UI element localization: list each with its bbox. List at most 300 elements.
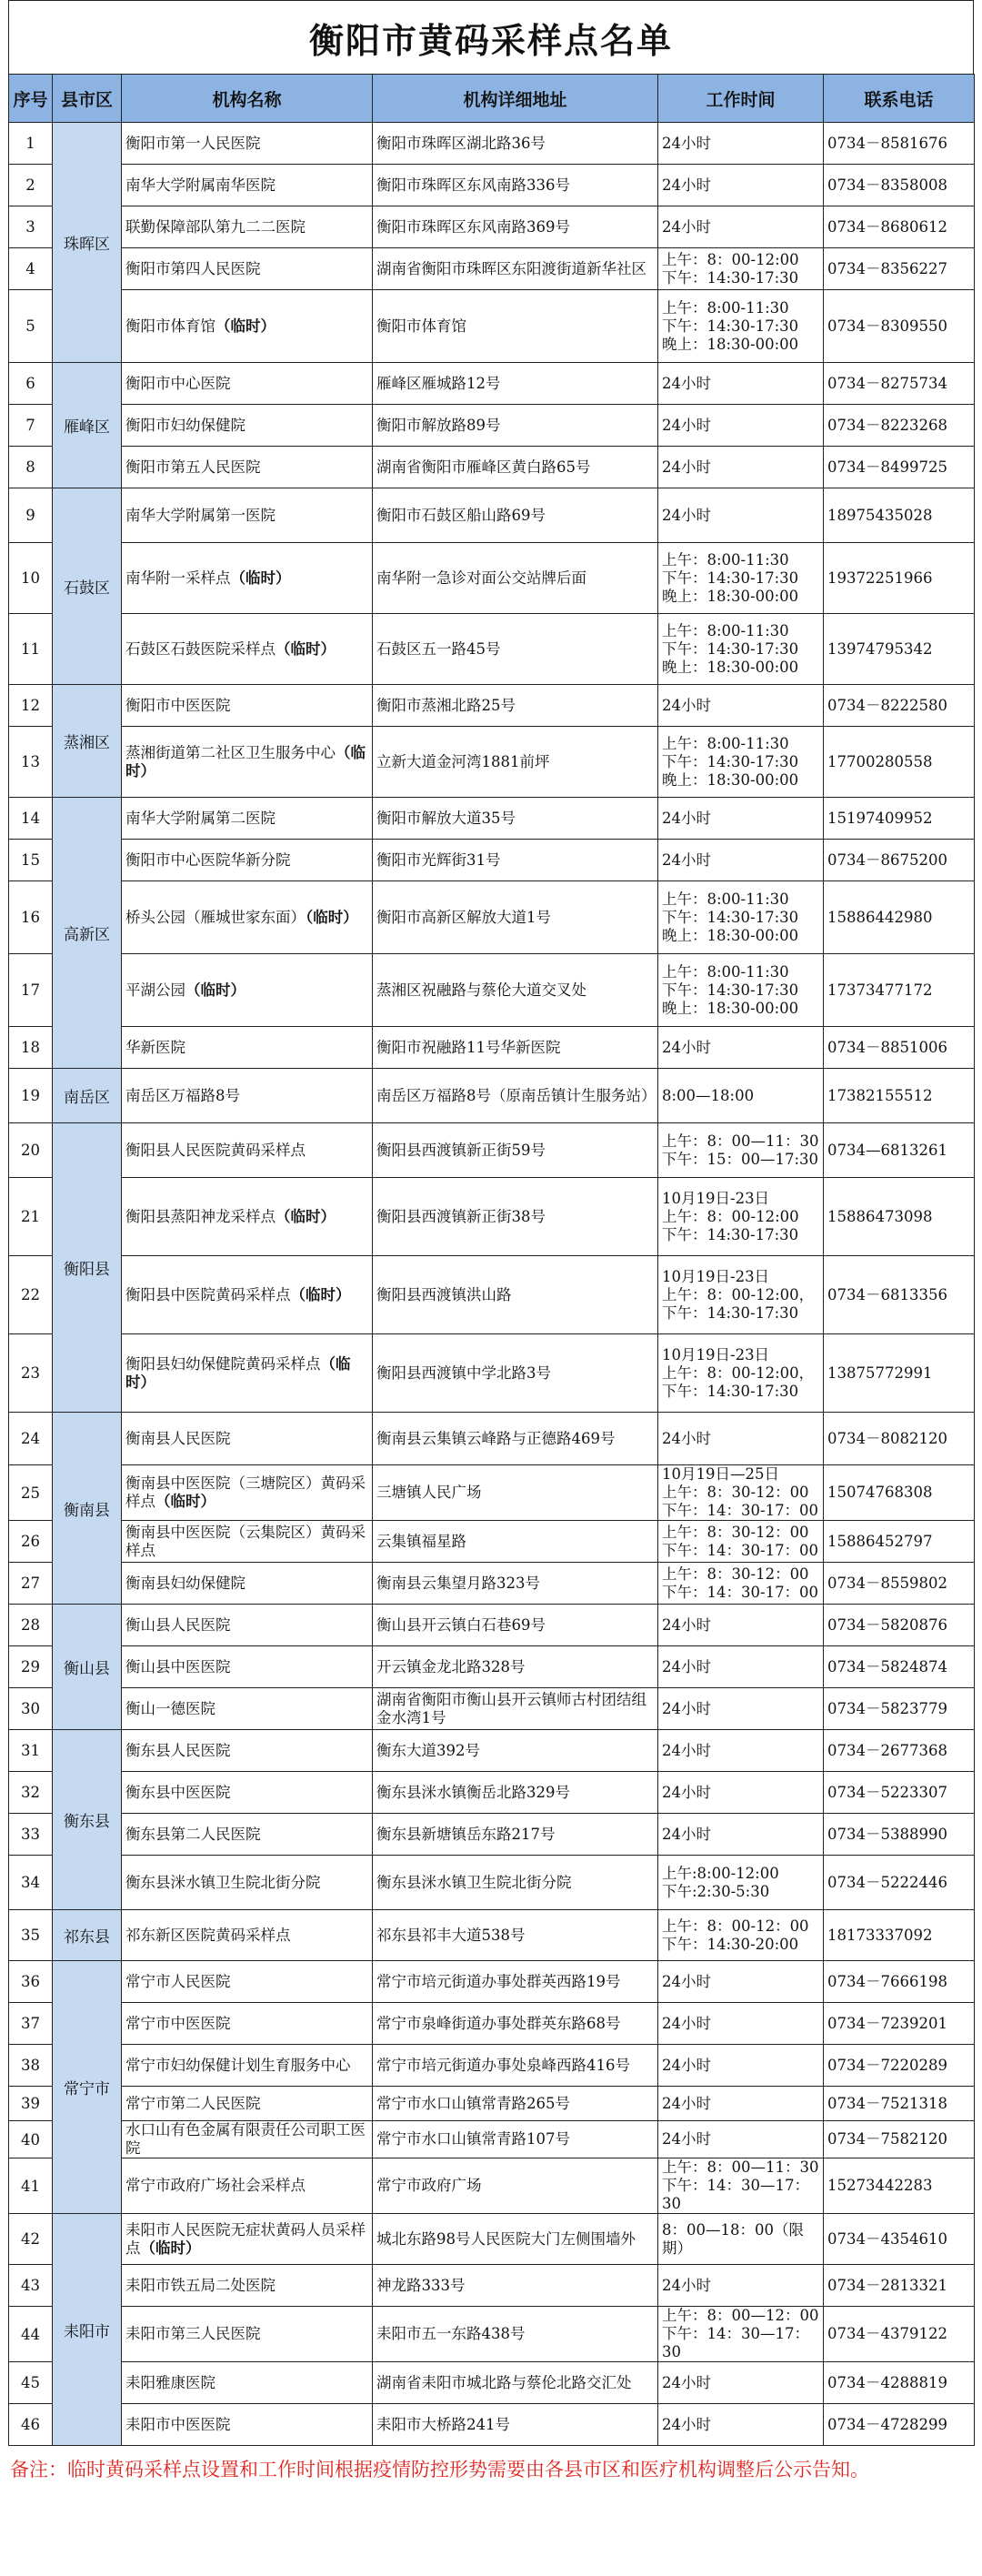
site-name-cell	[122, 1605, 373, 1646]
site-name: 南华大学附属第二医院	[125, 809, 276, 827]
county-cell: 衡南县	[53, 1413, 122, 1605]
table-row	[9, 1413, 975, 1465]
working-hours: 24小时	[658, 2121, 824, 2158]
row-number: 31	[9, 1730, 53, 1772]
county-cell: 蒸湘区	[53, 685, 122, 798]
working-hours: 上午：8：00—11：30 下午：15：00—17:30	[658, 1123, 824, 1178]
site-name: 衡阳市体育馆	[125, 317, 215, 335]
site-name: 衡南县中医医院（云集院区）黄码采样点	[125, 1523, 366, 1559]
site-name-cell	[122, 727, 373, 798]
site-address: 三塘镇人民广场	[373, 1465, 658, 1521]
site-name-cell	[122, 1123, 373, 1178]
site-address: 衡阳市珠晖区东风南路369号	[373, 206, 658, 248]
working-hours: 上午：8:00-11:30 下午：14:30-17:30 晚上：18:30-00:00	[658, 954, 824, 1027]
row-number: 25	[9, 1465, 53, 1521]
contact-phone: 0734－4354610	[824, 2214, 975, 2265]
working-hours: 10月19日-23日 上午：8：00-12:00 下午：14:30-17:30	[658, 1178, 824, 1256]
site-address: 开云镇金龙北路328号	[373, 1646, 658, 1688]
row-number: 33	[9, 1814, 53, 1856]
contact-phone: 0734－5222446	[824, 1856, 975, 1910]
site-name-cell	[122, 363, 373, 405]
working-hours: 24小时	[658, 363, 824, 405]
working-hours: 上午：8：00—11：30 下午：14：30—17：30	[658, 2158, 824, 2214]
site-address: 衡阳县西渡镇中学北路3号	[373, 1334, 658, 1413]
working-hours: 24小时	[658, 1413, 824, 1465]
contact-phone: 17382155512	[824, 1069, 975, 1123]
site-name-cell	[122, 1730, 373, 1772]
site-name-cell	[122, 2307, 373, 2362]
site-name-cell	[122, 2003, 373, 2045]
table-row	[9, 1563, 975, 1605]
site-address: 衡东县新塘镇岳东路217号	[373, 1814, 658, 1856]
contact-phone: 0734－5824874	[824, 1646, 975, 1688]
contact-phone: 17373477172	[824, 954, 975, 1027]
document-title: 衡阳市黄码采样点名单	[8, 0, 974, 74]
site-address: 雁峰区雁城路12号	[373, 363, 658, 405]
site-name-cell	[122, 1069, 373, 1123]
site-name: 衡阳市第五人民医院	[125, 458, 261, 476]
header-county: 县市区	[53, 75, 122, 123]
row-number: 13	[9, 727, 53, 798]
contact-phone: 19372251966	[824, 543, 975, 614]
site-name-cell	[122, 1465, 373, 1521]
site-name: 南华大学附属南华医院	[125, 176, 276, 194]
site-address: 衡阳市珠晖区湖北路36号	[373, 123, 658, 165]
table-row	[9, 1688, 975, 1730]
site-name: 衡南县人民医院	[125, 1429, 231, 1447]
site-name-cell	[122, 1688, 373, 1730]
site-name: 衡阳市第四人民医院	[125, 259, 261, 277]
site-name-cell	[122, 2404, 373, 2446]
site-name-cell	[122, 1563, 373, 1605]
row-number: 18	[9, 1027, 53, 1069]
site-address: 衡南县云集望月路323号	[373, 1563, 658, 1605]
working-hours: 8:00—18:00	[658, 1069, 824, 1123]
row-number: 40	[9, 2121, 53, 2158]
site-name-cell	[122, 614, 373, 685]
table-row	[9, 363, 975, 405]
row-number: 36	[9, 1961, 53, 2003]
site-address: 立新大道金河湾1881前坪	[373, 727, 658, 798]
working-hours: 上午：8：00—12：00 下午：14：30—17：30	[658, 2307, 824, 2362]
sampling-sites-table	[8, 74, 975, 2446]
working-hours: 10月19日—25日 上午：8：30-12：00 下午：14：30-17：00	[658, 1465, 824, 1521]
table-row	[9, 248, 975, 290]
row-number: 30	[9, 1688, 53, 1730]
row-number: 17	[9, 954, 53, 1027]
temporary-tag: （临时）	[185, 981, 246, 999]
site-name-cell	[122, 405, 373, 447]
contact-phone: 0734－8675200	[824, 840, 975, 881]
site-address: 湖南省衡阳市雁峰区黄白路65号	[373, 447, 658, 488]
row-number: 8	[9, 447, 53, 488]
contact-phone: 0734—6813261	[824, 1123, 975, 1178]
site-name: 常宁市中医医院	[125, 2014, 231, 2032]
row-number: 4	[9, 248, 53, 290]
site-address: 蒸湘区祝融路与蔡伦大道交叉处	[373, 954, 658, 1027]
site-name: 南华附一采样点	[125, 569, 231, 587]
row-number: 37	[9, 2003, 53, 2045]
site-address: 衡东县洣水镇衡岳北路329号	[373, 1772, 658, 1814]
site-address: 常宁市水口山镇常青路265号	[373, 2087, 658, 2121]
contact-phone: 0734－7521318	[824, 2087, 975, 2121]
site-address: 常宁市政府广场	[373, 2158, 658, 2214]
table-row	[9, 2307, 975, 2362]
site-name-cell	[122, 2158, 373, 2214]
row-number: 23	[9, 1334, 53, 1413]
working-hours: 上午：8：30-12：00 下午：14：30-17：00	[658, 1563, 824, 1605]
working-hours: 上午：8：00-12:00 下午：14:30-17:30	[658, 248, 824, 290]
table-row	[9, 1027, 975, 1069]
contact-phone: 0734－8559802	[824, 1563, 975, 1605]
site-name-cell	[122, 2121, 373, 2158]
site-name-cell	[122, 1856, 373, 1910]
site-name: 耒阳雅康医院	[125, 2373, 215, 2391]
temporary-tag: （临时）	[306, 908, 358, 926]
site-name-cell	[122, 123, 373, 165]
site-address: 衡阳市体育馆	[373, 290, 658, 363]
site-name: 衡阳县中医院黄码采样点	[125, 1285, 291, 1303]
row-number: 29	[9, 1646, 53, 1688]
row-number: 5	[9, 290, 53, 363]
site-name: 衡阳县人民医院黄码采样点	[125, 1141, 306, 1159]
county-cell: 衡山县	[53, 1605, 122, 1730]
contact-phone: 0734－8275734	[824, 363, 975, 405]
working-hours: 24小时	[658, 798, 824, 840]
site-address: 衡东县洣水镇卫生院北街分院	[373, 1856, 658, 1910]
working-hours: 10月19日-23日 上午：8：00-12:00， 下午：14:30-17:30	[658, 1334, 824, 1413]
table-row	[9, 2265, 975, 2307]
site-address: 云集镇福星路	[373, 1521, 658, 1563]
table-row	[9, 2003, 975, 2045]
row-number: 21	[9, 1178, 53, 1256]
contact-phone: 0734－2677368	[824, 1730, 975, 1772]
working-hours: 24小时	[658, 2087, 824, 2121]
site-address: 衡阳县西渡镇洪山路	[373, 1256, 658, 1334]
working-hours: 24小时	[658, 1027, 824, 1069]
table-row	[9, 840, 975, 881]
row-number: 27	[9, 1563, 53, 1605]
county-cell: 衡东县	[53, 1730, 122, 1910]
site-address: 湖南省耒阳市城北路与蔡伦北路交汇处	[373, 2362, 658, 2404]
table-row	[9, 1646, 975, 1688]
temporary-tag: （临时）	[140, 2239, 201, 2257]
site-name: 衡东县洣水镇卫生院北街分院	[125, 1873, 321, 1891]
row-number: 2	[9, 165, 53, 206]
contact-phone: 0734－8358008	[824, 165, 975, 206]
table-row	[9, 2158, 975, 2214]
working-hours: 上午：8:00-11:30 下午：14:30-17:30 晚上：18:30-00:00	[658, 614, 824, 685]
site-name: 南岳区万福路8号	[125, 1086, 240, 1104]
table-header	[9, 75, 975, 123]
site-name-cell	[122, 1521, 373, 1563]
contact-phone: 0734－4379122	[824, 2307, 975, 2362]
working-hours: 24小时	[658, 1961, 824, 2003]
site-name-cell	[122, 447, 373, 488]
county-cell: 石鼓区	[53, 488, 122, 685]
temporary-tag: （临时）	[125, 743, 366, 780]
site-name-cell	[122, 1961, 373, 2003]
contact-phone: 0734－5388990	[824, 1814, 975, 1856]
row-number: 34	[9, 1856, 53, 1910]
row-number: 3	[9, 206, 53, 248]
site-name: 衡东县中医医院	[125, 1783, 231, 1801]
working-hours: 8：00—18：00（限期）	[658, 2214, 824, 2265]
site-name: 水口山有色金属有限责任公司职工医院	[125, 2121, 366, 2157]
contact-phone: 0734－8499725	[824, 447, 975, 488]
row-number: 24	[9, 1413, 53, 1465]
row-number: 39	[9, 2087, 53, 2121]
site-address: 衡阳市解放大道35号	[373, 798, 658, 840]
contact-phone: 0734－5223307	[824, 1772, 975, 1814]
row-number: 11	[9, 614, 53, 685]
site-name: 常宁市第二人民医院	[125, 2094, 261, 2112]
site-address: 衡阳市高新区解放大道1号	[373, 881, 658, 954]
table-row	[9, 1465, 975, 1521]
contact-phone: 15886473098	[824, 1178, 975, 1256]
site-name-cell	[122, 1772, 373, 1814]
working-hours: 10月19日-23日 上午：8：00-12:00， 下午：14:30-17:30	[658, 1256, 824, 1334]
site-address: 衡阳市珠晖区东风南路336号	[373, 165, 658, 206]
county-cell: 珠晖区	[53, 123, 122, 363]
site-address: 衡阳市解放路89号	[373, 405, 658, 447]
site-address: 衡阳县西渡镇新正街38号	[373, 1178, 658, 1256]
document	[8, 0, 974, 2482]
site-name-cell	[122, 1814, 373, 1856]
site-name-cell	[122, 881, 373, 954]
site-address: 南华附一急诊对面公交站牌后面	[373, 543, 658, 614]
working-hours: 24小时	[658, 2003, 824, 2045]
site-address: 常宁市培元街道办事处群英西路19号	[373, 1961, 658, 2003]
site-name-cell	[122, 290, 373, 363]
contact-phone: 18173337092	[824, 1910, 975, 1961]
site-name-cell	[122, 1646, 373, 1688]
table-row	[9, 2121, 975, 2158]
site-address: 神龙路333号	[373, 2265, 658, 2307]
header-hours: 工作时间	[658, 75, 824, 123]
row-number: 19	[9, 1069, 53, 1123]
county-cell: 雁峰区	[53, 363, 122, 488]
site-name-cell	[122, 1413, 373, 1465]
contact-phone: 0734－7220289	[824, 2045, 975, 2087]
table-row	[9, 2087, 975, 2121]
site-name-cell	[122, 1178, 373, 1256]
row-number: 28	[9, 1605, 53, 1646]
site-name: 衡东县人民医院	[125, 1741, 231, 1759]
row-number: 43	[9, 2265, 53, 2307]
site-name-cell	[122, 840, 373, 881]
contact-phone: 15273442283	[824, 2158, 975, 2214]
site-address: 耒阳市大桥路241号	[373, 2404, 658, 2446]
table-row	[9, 405, 975, 447]
site-name: 衡南县妇幼保健院	[125, 1574, 246, 1592]
working-hours: 24小时	[658, 2362, 824, 2404]
table-row	[9, 954, 975, 1027]
working-hours: 24小时	[658, 206, 824, 248]
temporary-tag: （临时）	[125, 1354, 351, 1391]
working-hours: 24小时	[658, 1814, 824, 1856]
site-name: 衡阳县蒸阳神龙采样点	[125, 1207, 276, 1225]
table-row	[9, 1856, 975, 1910]
site-name: 衡山一德医院	[125, 1699, 215, 1717]
county-cell: 祁东县	[53, 1910, 122, 1961]
table-row	[9, 1521, 975, 1563]
contact-phone: 0734－4728299	[824, 2404, 975, 2446]
site-name-cell	[122, 1027, 373, 1069]
site-name-cell	[122, 1910, 373, 1961]
site-address: 衡阳县西渡镇新正街59号	[373, 1123, 658, 1178]
temporary-tag: （临时）	[276, 1207, 336, 1225]
working-hours: 24小时	[658, 488, 824, 543]
contact-phone: 0734－2813321	[824, 2265, 975, 2307]
temporary-tag: （临时）	[215, 317, 276, 335]
site-name-cell	[122, 2087, 373, 2121]
site-name-cell	[122, 165, 373, 206]
header-phone: 联系电话	[824, 75, 975, 123]
contact-phone: 0734－4288819	[824, 2362, 975, 2404]
table-row	[9, 1772, 975, 1814]
site-address: 衡东大道392号	[373, 1730, 658, 1772]
contact-phone: 0734－7666198	[824, 1961, 975, 2003]
working-hours: 上午：8:00-11:30 下午：14:30-17:30 晚上：18:30-00:00	[658, 727, 824, 798]
row-number: 10	[9, 543, 53, 614]
working-hours: 24小时	[658, 123, 824, 165]
working-hours: 24小时	[658, 2045, 824, 2087]
site-name: 华新医院	[125, 1038, 185, 1056]
contact-phone: 0734－8222580	[824, 685, 975, 727]
row-number: 9	[9, 488, 53, 543]
table-row	[9, 2045, 975, 2087]
header-no: 序号	[9, 75, 53, 123]
table-row	[9, 543, 975, 614]
row-number: 44	[9, 2307, 53, 2362]
site-address: 耒阳市五一东路438号	[373, 2307, 658, 2362]
site-address: 衡阳市祝融路11号华新医院	[373, 1027, 658, 1069]
contact-phone: 13875772991	[824, 1334, 975, 1413]
site-name: 耒阳市第三人民医院	[125, 2325, 261, 2342]
site-name: 衡东县第二人民医院	[125, 1825, 261, 1843]
site-name: 常宁市人民医院	[125, 1972, 231, 1990]
table-row	[9, 290, 975, 363]
row-number: 6	[9, 363, 53, 405]
row-number: 16	[9, 881, 53, 954]
table-row	[9, 798, 975, 840]
table-row	[9, 1069, 975, 1123]
table-row	[9, 2214, 975, 2265]
site-address: 石鼓区五一路45号	[373, 614, 658, 685]
site-name: 南华大学附属第一医院	[125, 506, 276, 524]
footnote: 备注：临时黄码采样点设置和工作时间根据疫情防控形势需要由各县市区和医疗机构调整后公示告知。	[10, 2459, 869, 2480]
site-address: 湖南省衡阳市衡山县开云镇师古村团结组金水湾1号	[373, 1688, 658, 1730]
table-row	[9, 1123, 975, 1178]
working-hours: 24小时	[658, 2265, 824, 2307]
temporary-tag: （临时）	[290, 1285, 351, 1303]
temporary-tag: （临时）	[230, 569, 291, 587]
contact-phone: 0734－8309550	[824, 290, 975, 363]
site-name: 衡阳县妇幼保健院黄码采样点	[125, 1354, 321, 1373]
working-hours: 24小时	[658, 1772, 824, 1814]
row-number: 15	[9, 840, 53, 881]
working-hours: 上午：8:00-11:30 下午：14:30-17:30 晚上：18:30-00:00	[658, 290, 824, 363]
contact-phone: 0734－8581676	[824, 123, 975, 165]
contact-phone: 13974795342	[824, 614, 975, 685]
row-number: 1	[9, 123, 53, 165]
working-hours: 上午：8:00-11:30 下午：14:30-17:30 晚上：18:30-00:00	[658, 881, 824, 954]
site-name: 衡阳市中心医院华新分院	[125, 850, 291, 869]
contact-phone: 15886442980	[824, 881, 975, 954]
table-row	[9, 2362, 975, 2404]
table-row	[9, 1334, 975, 1413]
site-name-cell	[122, 206, 373, 248]
county-cell: 常宁市	[53, 1961, 122, 2214]
site-name: 衡山县中医医院	[125, 1657, 231, 1675]
site-name-cell	[122, 1334, 373, 1413]
site-name-cell	[122, 543, 373, 614]
working-hours: 上午:8:00-12:00 下午:2:30-5:30	[658, 1856, 824, 1910]
site-name: 衡阳市第一人民医院	[125, 134, 261, 152]
site-name: 衡南县中医医院（三塘院区）黄码采样点	[125, 1474, 366, 1510]
row-number: 7	[9, 405, 53, 447]
table-row	[9, 2404, 975, 2446]
contact-phone: 17700280558	[824, 727, 975, 798]
contact-phone: 0734－8680612	[824, 206, 975, 248]
site-address: 常宁市水口山镇常青路107号	[373, 2121, 658, 2158]
site-name: 平湖公园	[125, 981, 185, 999]
county-cell: 耒阳市	[53, 2214, 122, 2446]
site-name: 衡阳市中医医院	[125, 696, 231, 714]
site-name-cell	[122, 1256, 373, 1334]
site-address: 城北东路98号人民医院大门左侧围墙外	[373, 2214, 658, 2265]
site-name: 联勤保障部队第九二二医院	[125, 217, 306, 236]
site-name: 衡山县人民医院	[125, 1615, 231, 1634]
working-hours: 24小时	[658, 1646, 824, 1688]
site-name-cell	[122, 798, 373, 840]
site-name-cell	[122, 2265, 373, 2307]
site-name: 耒阳市铁五局二处医院	[125, 2276, 276, 2294]
site-address: 南岳区万福路8号（原南岳镇计生服务站）	[373, 1069, 658, 1123]
working-hours: 24小时	[658, 165, 824, 206]
working-hours: 上午：8：00-12：00 下午：14:30-20:00	[658, 1910, 824, 1961]
working-hours: 24小时	[658, 840, 824, 881]
contact-phone: 15197409952	[824, 798, 975, 840]
site-address: 湖南省衡阳市珠晖区东阳渡街道新华社区	[373, 248, 658, 290]
site-name: 祁东新区医院黄码采样点	[125, 1926, 291, 1944]
working-hours: 24小时	[658, 1688, 824, 1730]
row-number: 41	[9, 2158, 53, 2214]
row-number: 32	[9, 1772, 53, 1814]
table-row	[9, 1256, 975, 1334]
table-row	[9, 1178, 975, 1256]
site-name: 衡阳市中心医院	[125, 374, 231, 392]
header-address: 机构详细地址	[373, 75, 658, 123]
working-hours: 上午：8:00-11:30 下午：14:30-17:30 晚上：18:30-00:00	[658, 543, 824, 614]
site-name: 石鼓区石鼓医院采样点	[125, 639, 276, 658]
site-address: 常宁市培元街道办事处泉峰西路416号	[373, 2045, 658, 2087]
table-row	[9, 1814, 975, 1856]
table-row	[9, 614, 975, 685]
site-name: 蒸湘街道第二社区卫生服务中心	[125, 743, 336, 761]
contact-phone: 15074768308	[824, 1465, 975, 1521]
table-row	[9, 685, 975, 727]
site-address: 衡南县云集镇云峰路与正德路469号	[373, 1413, 658, 1465]
site-name: 常宁市妇幼保健计划生育服务中心	[125, 2056, 351, 2074]
contact-phone: 18975435028	[824, 488, 975, 543]
site-address: 常宁市泉峰街道办事处群英东路68号	[373, 2003, 658, 2045]
site-address: 祁东县祁丰大道538号	[373, 1910, 658, 1961]
contact-phone: 0734－7239201	[824, 2003, 975, 2045]
working-hours: 24小时	[658, 405, 824, 447]
table-row	[9, 488, 975, 543]
